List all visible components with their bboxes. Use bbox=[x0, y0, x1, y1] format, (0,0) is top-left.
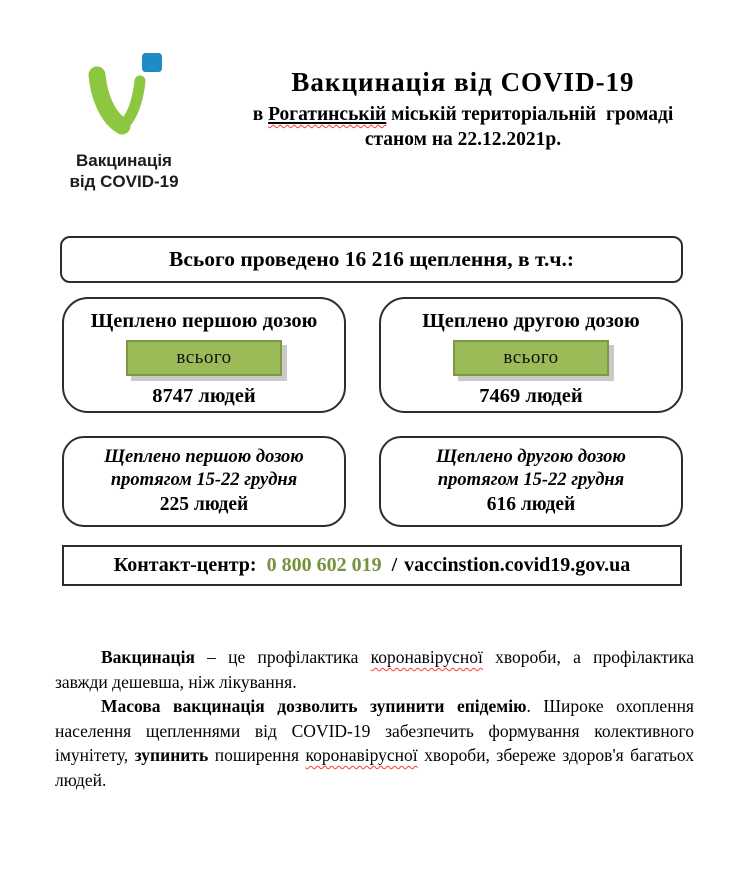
first-dose-period-box bbox=[62, 436, 346, 527]
first-dose-period-line2: протягом 15-22 грудня bbox=[110, 470, 298, 490]
logo-caption-line2: від COVID-19 bbox=[69, 172, 179, 191]
p2-run-2: поширення bbox=[208, 745, 306, 765]
second-dose-period-line2: протягом 15-22 грудня bbox=[437, 470, 625, 490]
date-line: станом на 22.12.2021р. bbox=[364, 129, 562, 150]
subtitle-prefix: в bbox=[252, 104, 269, 125]
total-vaccinations-box bbox=[60, 236, 683, 283]
first-dose-count: 8747 людей bbox=[152, 385, 256, 407]
contact-phone-number: 0 800 602 019 bbox=[266, 554, 382, 576]
spellcheck-wavy-p2: коронавірусної bbox=[305, 745, 418, 765]
spellcheck-wavy-place: Рогатинській bbox=[268, 104, 387, 125]
p1-run-1: – це профілактика bbox=[194, 647, 371, 667]
p2-run-3: хвороби, збереже здоров'я багатьох людей. bbox=[55, 745, 694, 790]
page-subtitle bbox=[220, 102, 706, 127]
second-dose-count: 7469 людей bbox=[479, 385, 583, 407]
first-dose-period-count: 225 людей bbox=[159, 494, 249, 515]
p2-bold-lead: Масова вакцинація дозволить зупинити епідемію bbox=[101, 696, 527, 716]
header bbox=[220, 66, 706, 152]
second-dose-box bbox=[379, 297, 683, 413]
subtitle-rest: міській територіальній громаді bbox=[386, 104, 674, 125]
p1-bold-lead: Вакцинація bbox=[101, 647, 195, 667]
paragraph-1 bbox=[55, 645, 694, 694]
second-dose-total-label: всього bbox=[503, 347, 559, 368]
contact-label: Контакт-центр: bbox=[113, 554, 257, 576]
first-dose-title: Щеплено першою дозою bbox=[90, 310, 318, 332]
first-dose-total-badge bbox=[126, 340, 282, 376]
contact-separator: / bbox=[391, 554, 398, 576]
vaccination-v-icon bbox=[84, 48, 166, 140]
second-dose-title: Щеплено другою дозою bbox=[422, 310, 640, 332]
logo-caption-line1: Вакцинація bbox=[76, 151, 172, 170]
second-dose-total-badge bbox=[453, 340, 609, 376]
subtitle-place-underlined bbox=[268, 104, 386, 125]
second-dose-period-line1: Щеплено другою дозою bbox=[436, 447, 626, 467]
p2-run-1: . Широке охоплення населення щепленнями від COVID-19 забезпечить формування колективного імунітету, bbox=[55, 696, 694, 765]
contact-center-bar bbox=[62, 545, 682, 586]
logo-dot-icon bbox=[142, 53, 162, 72]
second-dose-period-box bbox=[379, 436, 683, 527]
p1-run-2: хвороби, а профілактика завжди дешевша, ніж лікування. bbox=[55, 647, 694, 692]
first-dose-box bbox=[62, 297, 346, 413]
body-text bbox=[55, 645, 694, 792]
first-dose-period-line1: Щеплено першою дозою bbox=[104, 447, 304, 467]
paragraph-2 bbox=[55, 694, 694, 792]
total-vaccinations-text: Всього проведено 16 216 щеплення, в т.ч.: bbox=[168, 247, 575, 271]
contact-website: vaccinstion.covid19.gov.ua bbox=[404, 554, 631, 576]
page-title: Вакцинація від COVID-19 bbox=[291, 67, 635, 97]
spellcheck-wavy-p1: коронавірусної bbox=[370, 647, 483, 667]
first-dose-total-label: всього bbox=[176, 347, 232, 368]
logo-caption bbox=[46, 150, 202, 192]
second-dose-period-count: 616 людей bbox=[486, 494, 576, 515]
p2-bold-word: зупинить bbox=[134, 745, 209, 765]
